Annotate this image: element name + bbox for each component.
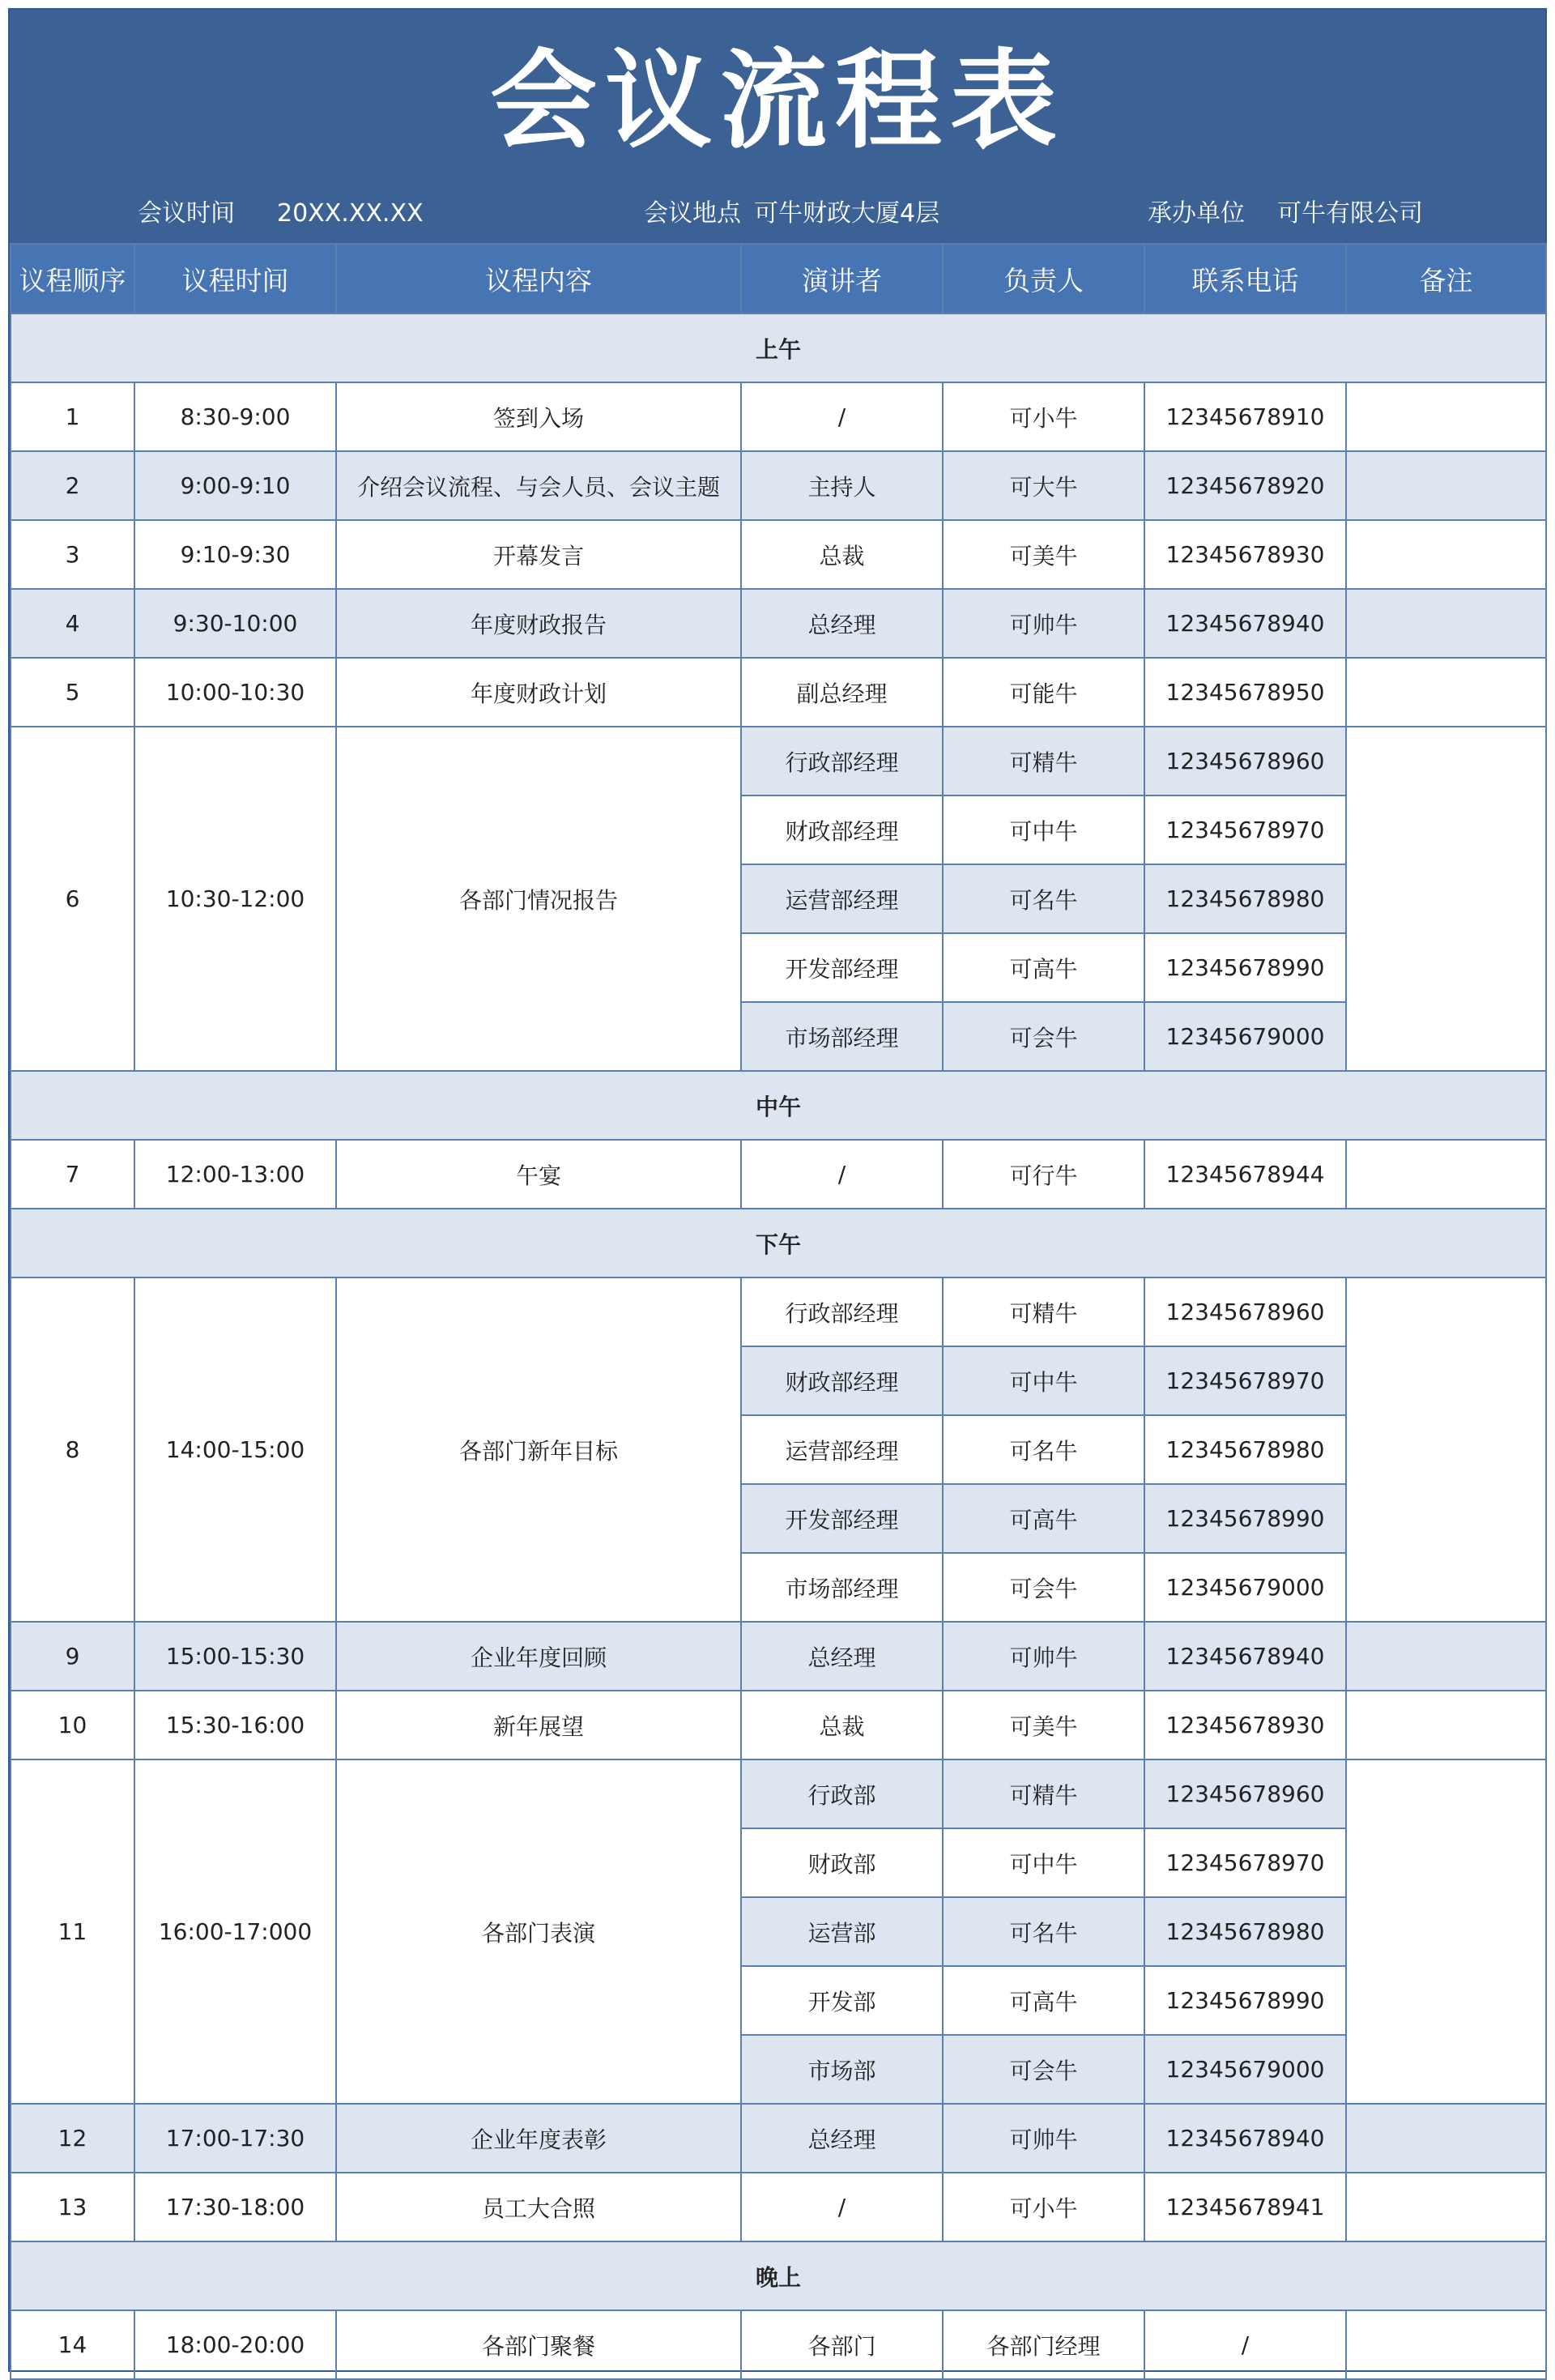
cell-content: 年度财政报告 (336, 589, 741, 658)
header-note: 备注 (1346, 244, 1546, 313)
cell-owner: 可名牛 (943, 1415, 1144, 1484)
cell-owner: 可中牛 (943, 795, 1144, 864)
cell-speaker: 行政部 (741, 1759, 943, 1828)
table-row (11, 1691, 1546, 1759)
cell-owner: 可会牛 (943, 2035, 1144, 2104)
cell-speaker: 副总经理 (741, 658, 943, 727)
header-time: 议程时间 (134, 244, 336, 313)
cell-owner: 可精牛 (943, 727, 1144, 795)
cell-order: 13 (11, 2173, 134, 2241)
cell-phone: / (1144, 2310, 1346, 2379)
cell-owner: 可行牛 (943, 1140, 1144, 1209)
cell-owner: 可美牛 (943, 520, 1144, 589)
cell-phone: 12345678970 (1144, 1346, 1346, 1415)
table-row (11, 727, 1546, 795)
cell-phone: 12345679000 (1144, 1553, 1346, 1622)
cell-note (1346, 727, 1546, 1071)
meeting-place-info (644, 198, 939, 230)
header-content: 议程内容 (336, 244, 741, 313)
cell-content: 年度财政计划 (336, 658, 741, 727)
cell-order: 3 (11, 520, 134, 589)
section-row-noon (11, 1071, 1546, 1140)
title-banner (10, 10, 1545, 243)
section-label: 上午 (11, 313, 1546, 382)
cell-phone: 12345678960 (1144, 1277, 1346, 1346)
cell-order: 1 (11, 382, 134, 451)
cell-content: 签到入场 (336, 382, 741, 451)
cell-order: 11 (11, 1759, 134, 2104)
cell-speaker: 市场部经理 (741, 1553, 943, 1622)
agenda-sheet (8, 8, 1547, 2372)
cell-order: 2 (11, 451, 134, 520)
cell-phone: 12345678940 (1144, 589, 1346, 658)
cell-speaker: 开发部经理 (741, 1484, 943, 1553)
cell-speaker: 开发部经理 (741, 933, 943, 1002)
section-label: 晚上 (11, 2241, 1546, 2310)
cell-owner: 可高牛 (943, 1484, 1144, 1553)
cell-phone: 12345678980 (1144, 1415, 1346, 1484)
cell-phone: 12345678940 (1144, 1622, 1346, 1691)
table-row (11, 1277, 1546, 1346)
cell-order: 12 (11, 2104, 134, 2173)
cell-owner: 各部门经理 (943, 2310, 1144, 2379)
cell-note (1346, 2173, 1546, 2241)
cell-phone: 12345678950 (1144, 658, 1346, 727)
cell-phone: 12345679000 (1144, 1002, 1346, 1071)
cell-note (1346, 451, 1546, 520)
cell-speaker: 总裁 (741, 520, 943, 589)
cell-phone: 12345678990 (1144, 1966, 1346, 2035)
cell-owner: 可小牛 (943, 2173, 1144, 2241)
cell-speaker: 各部门 (741, 2310, 943, 2379)
cell-speaker: 总经理 (741, 1622, 943, 1691)
cell-order: 9 (11, 1622, 134, 1691)
meeting-time-label: 会议时间 (138, 199, 235, 228)
cell-phone: 12345679000 (1144, 2035, 1346, 2104)
page-title: 会议流程表 (490, 39, 1065, 164)
cell-phone: 12345678980 (1144, 864, 1346, 933)
table-row (11, 1759, 1546, 1828)
cell-time: 9:10-9:30 (134, 520, 336, 589)
cell-time: 15:30-16:00 (134, 1691, 336, 1759)
cell-order: 7 (11, 1140, 134, 1209)
cell-owner: 可精牛 (943, 1277, 1144, 1346)
cell-note (1346, 658, 1546, 727)
cell-time: 18:00-20:00 (134, 2310, 336, 2379)
cell-order: 10 (11, 1691, 134, 1759)
cell-time: 10:30-12:00 (134, 727, 336, 1071)
cell-order: 6 (11, 727, 134, 1071)
cell-owner: 可帅牛 (943, 589, 1144, 658)
section-row-morning (11, 313, 1546, 382)
table-row (11, 589, 1546, 658)
cell-phone: 12345678920 (1144, 451, 1346, 520)
cell-phone: 12345678930 (1144, 520, 1346, 589)
cell-note (1346, 1622, 1546, 1691)
cell-owner: 可名牛 (943, 864, 1144, 933)
agenda-table (10, 243, 1547, 2380)
cell-time: 17:00-17:30 (134, 2104, 336, 2173)
meeting-place-value: 可牛财政大厦4层 (754, 199, 940, 228)
cell-speaker: 财政部经理 (741, 1346, 943, 1415)
table-row (11, 2310, 1546, 2379)
cell-owner: 可中牛 (943, 1828, 1144, 1897)
cell-note (1346, 1759, 1546, 2104)
cell-phone: 12345678990 (1144, 1484, 1346, 1553)
cell-time: 12:00-13:00 (134, 1140, 336, 1209)
cell-phone: 12345678941 (1144, 2173, 1346, 2241)
cell-owner: 可帅牛 (943, 1622, 1144, 1691)
cell-speaker: 运营部 (741, 1897, 943, 1966)
cell-speaker: 财政部经理 (741, 795, 943, 864)
cell-speaker: 市场部经理 (741, 1002, 943, 1071)
cell-speaker: / (741, 2173, 943, 2241)
cell-speaker: 总经理 (741, 589, 943, 658)
cell-time: 14:00-15:00 (134, 1277, 336, 1622)
cell-phone: 12345678910 (1144, 382, 1346, 451)
cell-time: 15:00-15:30 (134, 1622, 336, 1691)
cell-note (1346, 1140, 1546, 1209)
cell-note (1346, 382, 1546, 451)
organizer-value: 可牛有限公司 (1277, 199, 1423, 228)
cell-phone: 12345678960 (1144, 727, 1346, 795)
organizer-info (1148, 198, 1423, 230)
table-row (11, 451, 1546, 520)
cell-speaker: / (741, 382, 943, 451)
cell-phone: 12345678960 (1144, 1759, 1346, 1828)
cell-content: 员工大合照 (336, 2173, 741, 2241)
cell-note (1346, 589, 1546, 658)
section-row-afternoon (11, 1209, 1546, 1277)
cell-owner: 可名牛 (943, 1897, 1144, 1966)
cell-speaker: 主持人 (741, 451, 943, 520)
cell-speaker: 市场部 (741, 2035, 943, 2104)
cell-owner: 可大牛 (943, 451, 1144, 520)
cell-owner: 可小牛 (943, 382, 1144, 451)
cell-content: 开幕发言 (336, 520, 741, 589)
organizer-label: 承办单位 (1148, 199, 1245, 228)
cell-content: 企业年度表彰 (336, 2104, 741, 2173)
cell-content: 午宴 (336, 1140, 741, 1209)
cell-speaker: / (741, 1140, 943, 1209)
cell-note (1346, 1277, 1546, 1622)
cell-order: 5 (11, 658, 134, 727)
cell-note (1346, 2104, 1546, 2173)
cell-phone: 12345678970 (1144, 1828, 1346, 1897)
cell-order: 14 (11, 2310, 134, 2379)
cell-speaker: 总经理 (741, 2104, 943, 2173)
cell-content: 各部门聚餐 (336, 2310, 741, 2379)
cell-note (1346, 520, 1546, 589)
table-row (11, 1622, 1546, 1691)
cell-speaker: 行政部经理 (741, 727, 943, 795)
meeting-time-info (138, 198, 424, 230)
cell-content: 各部门情况报告 (336, 727, 741, 1071)
meeting-place-label: 会议地点 (644, 199, 741, 228)
cell-time: 8:30-9:00 (134, 382, 336, 451)
cell-owner: 可能牛 (943, 658, 1144, 727)
meeting-time-value: 20XX.XX.XX (277, 199, 424, 228)
cell-phone: 12345678944 (1144, 1140, 1346, 1209)
cell-owner: 可会牛 (943, 1553, 1144, 1622)
header-phone: 联系电话 (1144, 244, 1346, 313)
cell-owner: 可中牛 (943, 1346, 1144, 1415)
header-owner: 负责人 (943, 244, 1144, 313)
cell-speaker: 运营部经理 (741, 864, 943, 933)
cell-content: 各部门新年目标 (336, 1277, 741, 1622)
cell-order: 8 (11, 1277, 134, 1622)
cell-owner: 可高牛 (943, 933, 1144, 1002)
cell-owner: 可帅牛 (943, 2104, 1144, 2173)
cell-note (1346, 1691, 1546, 1759)
cell-owner: 可美牛 (943, 1691, 1144, 1759)
cell-time: 17:30-18:00 (134, 2173, 336, 2241)
cell-time: 16:00-17:000 (134, 1759, 336, 2104)
header-row (11, 244, 1546, 313)
section-row-evening (11, 2241, 1546, 2310)
cell-content: 新年展望 (336, 1691, 741, 1759)
table-row (11, 2104, 1546, 2173)
section-label: 中午 (11, 1071, 1546, 1140)
cell-note (1346, 2310, 1546, 2379)
header-order: 议程顺序 (11, 244, 134, 313)
cell-speaker: 财政部 (741, 1828, 943, 1897)
cell-content: 介绍会议流程、与会人员、会议主题 (336, 451, 741, 520)
table-row (11, 1140, 1546, 1209)
cell-phone: 12345678970 (1144, 795, 1346, 864)
cell-phone: 12345678980 (1144, 1897, 1346, 1966)
cell-phone: 12345678990 (1144, 933, 1346, 1002)
cell-time: 9:30-10:00 (134, 589, 336, 658)
cell-time: 10:00-10:30 (134, 658, 336, 727)
cell-owner: 可精牛 (943, 1759, 1144, 1828)
cell-owner: 可会牛 (943, 1002, 1144, 1071)
table-row (11, 520, 1546, 589)
cell-time: 9:00-9:10 (134, 451, 336, 520)
cell-phone: 12345678930 (1144, 1691, 1346, 1759)
cell-content: 企业年度回顾 (336, 1622, 741, 1691)
header-speaker: 演讲者 (741, 244, 943, 313)
cell-speaker: 总裁 (741, 1691, 943, 1759)
cell-owner: 可高牛 (943, 1966, 1144, 2035)
table-row (11, 382, 1546, 451)
cell-content: 各部门表演 (336, 1759, 741, 2104)
cell-phone: 12345678940 (1144, 2104, 1346, 2173)
table-row (11, 2173, 1546, 2241)
cell-speaker: 开发部 (741, 1966, 943, 2035)
table-row (11, 658, 1546, 727)
cell-speaker: 运营部经理 (741, 1415, 943, 1484)
cell-order: 4 (11, 589, 134, 658)
section-label: 下午 (11, 1209, 1546, 1277)
cell-speaker: 行政部经理 (741, 1277, 943, 1346)
